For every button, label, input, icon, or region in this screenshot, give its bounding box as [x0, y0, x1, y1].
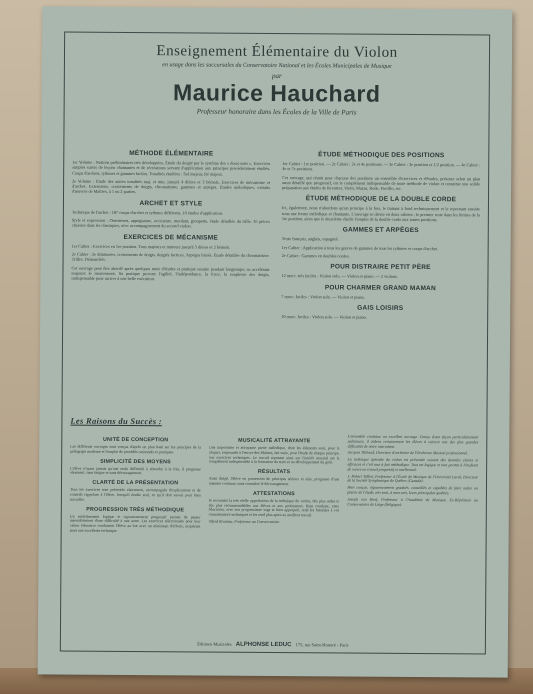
right-column — [280, 146, 480, 417]
section-heading: ÉTUDE MÉTHODIQUE DE LA DOUBLE CORDE — [305, 195, 457, 204]
raison-text: Un enchaînement logique et rigoureusement progressif permet de passer insensiblement d'une difficulté à une autre. Les exercices sélectionnés pour leur valeur éducative conduisent l'élève au but avec un minimum d'efforts, acquérant ainsi une excellente technique. — [69, 514, 201, 533]
section-heading: POUR CHARMER GRAND MAMAN — [324, 283, 436, 292]
section-paragraph: 2e Cahier : Gammes en doubles cordes. — [281, 253, 350, 259]
publisher-name: ALPHONSE LEDUC — [235, 641, 292, 649]
raison-text: La technique spéciale du violon est présentée suivant des données claires et efficaces et c'est tout à fait méthodique. Tout est logique et tout permet à l'étudiant de suivre un travail progressif et intellectuel. — [347, 457, 479, 472]
section-paragraph: 10 morc. faciles : Violon solo. — Violon et piano. — [281, 313, 367, 320]
raison-heading: UNITÉ DE CONCEPTION — [102, 436, 169, 444]
document-sheet — [38, 6, 513, 677]
raison-heading: PROGRESSION TRÈS MÉTHODIQUE — [86, 506, 185, 513]
author-profession: Professeur honoraire dans les Écoles de la Ville de Paris — [196, 107, 357, 117]
raison-text: Les différents ouvrages sont conçus d'après un plan basé sur les principes de la pédagogie moderne et l'emploi de procédés rationnels et pratiques. — [70, 444, 201, 455]
raison-text: L'élève n'ayant jamais qu'une seule difficulté à résoudre à la fois, il progresse sûrement, sans fatigue et sans découragement. — [70, 466, 201, 476]
section-paragraph: Cet ouvrage, qui réunit pour chacune des positions un ensemble d'exercices et d'études, présente selon un plan aussi détaillé que progressif, est le complément indispensable de toute méthode de violon et constitue une solide préparation aux études de Kreutzer, Viotti, Mazas, Rode, Fiorillo, etc. — [282, 174, 481, 192]
section-paragraph: Texte français, anglais, espagnol. — [281, 236, 339, 242]
raison-text: Jacques Thibaud, Directeur d'orchestre de l'Orchestre Musical professionnel. — [347, 450, 469, 456]
raison-text: J. Robert Talbot, Professeur à l'École de Musique de l'Université Laval, Directeur de la Société Symphonique de Québec (Canada). — [347, 474, 479, 484]
section-paragraph: Cet ouvrage peut être abordé après quelques mois d'études et pratiqué ensuite pendant longtemps; en accélérant toujours le mouvement. Sa pratique procure l'agilité, l'indépendance, la force, la souplesse des doigts, indispensable pour arriver à une belle exécution. — [71, 265, 270, 282]
raison-heading: MUSICALITÉ ATTRAYANTE — [238, 437, 311, 445]
page-frame — [60, 32, 490, 655]
raison-text: L'ensemble constitue un excellent ouvrage. Conçu d'une façon particulièrement judicieuse, il aidera certainement les élèves à vaincre une des plus grandes difficultés de notre instrument. — [347, 434, 479, 449]
section-paragraph: 2e Cahier : 2e diminuées, croisements de doigts, doigtés factices. Arpèges brisés. Étude détaillée du chromatisme. Trilles. Démanchés. — [71, 251, 270, 263]
left-column — [70, 145, 270, 416]
raison-text: Je reconnais la très réelle approbation de la technique du violon, des plus utiles et des plus recommandables aux élèves et aux professeurs. Bien conduite, cette éducation, avec son progressisme sage et bien approprié, rend les bienfaits à vos connaissances techniques et les rend plus aptes au meilleur travail. — [208, 498, 340, 518]
section-paragraph: Ici, également, nous n'abordons qu'un principe à la fois, le traitant à fond techniquement et le reprenant ensuite sous une forme mélodique et chantante. L'ouvrage se divise en deux cahiers : le premier reste dans les limites de la 1re position, alors que le deuxième étudie l'emploi de la double corde aux autres positions. — [281, 205, 480, 223]
section-paragraph: 1er Cahier : 1re position. — 2e Cahier : 2e et 4e positions. — 3e Cahier : 3e position et 1/2 position. — 4e Cahier : 4e et 7e positions. — [282, 161, 481, 172]
raison-text: Une importante et attrayante partie mélodique, dont les éléments sont, pour la plupart, empruntés à l'œuvre des Maîtres, fait suite, pour l'étude de chaque principe, aux exercices techniques. Le travail reposant ainsi sur l'intérêt musical est le complément indispensable à la formation du style et au développement du goût. — [208, 445, 340, 465]
section-paragraph: Technique de l'archet : 187 coups d'archet et rythmes différents, 10 études d'application. — [71, 209, 224, 216]
section-heading: GAMMES ET ARPÈGES — [342, 226, 419, 235]
publisher-address: 175, rue Saint-Honoré - Paris — [295, 642, 349, 648]
section-paragraph: 7 morc. faciles : Violon solo. — Violon et piano. — [281, 293, 365, 300]
section-heading: ARCHET ET STYLE — [139, 199, 203, 208]
raison-heading: ATTESTATIONS — [252, 490, 295, 497]
raisons-column-1 — [69, 433, 201, 634]
raisons-column-2 — [208, 434, 340, 635]
section-heading: POUR DISTRAIRE PETIT PÈRE — [330, 263, 431, 272]
par-label: par — [271, 71, 282, 81]
section-paragraph: Style et expression : Ornements, appogiature, accicature, mordant, groupetto, étude détaillée du trille. 35 pièces choisies dans les classiques, avec accompagnement du second violon. — [71, 217, 270, 229]
footer-prefix: Éditions Musicales — [197, 641, 232, 647]
raison-text: Joseph van Hoof, Professeur à l'Académie de Musique, Ex-Répétiteur au Conservatoire de Liège (Belgique). — [347, 497, 478, 507]
section-paragraph: 1er Cahier : Application à tous les genres de gammes de tous les rythmes et coups d'archet. — [281, 244, 438, 251]
section-heading: ÉTUDE MÉTHODIQUE DES POSITIONS — [318, 151, 445, 160]
page-subtitle: en usage dans les succursales du Conservatoire National et les Écoles Municipales de Musique — [162, 62, 392, 70]
raison-text: Ainsi dirigé, l'élève en possession de principes sérieux et sûrs, progresse d'une manière continue, sans connaître le découragement. — [208, 476, 340, 487]
raison-heading: CLARTÉ DE LA PRÉSENTATION — [92, 479, 179, 487]
section-paragraph: 1er Cahier : Exercices en 1re position. Tons majeurs et mineurs jusqu'à 3 dièses et 2 bémols. — [71, 243, 231, 250]
section-paragraph: 12 morc. très faciles : Violon solo. — Violon et piano. — 2 violons. — [281, 273, 398, 280]
page-title: Enseignement Élémentaire du Violon — [156, 43, 398, 61]
catalog-columns — [70, 145, 480, 418]
raison-text: Alfred Bruneau, Professeur au Conservatoire. — [208, 519, 280, 525]
section-paragraph: 2e Volume : Étude des autres tonalités maj. et min. jusqu'à 4 dièses et 3 bémols. Exercices de mécanisme et d'archet. Extensions, croisements de doigts, chromatisme, gammes et arpèges. Études mélodiques, extraits d'œuvres de Maîtres, à 1 ou 2 parties. — [72, 178, 271, 195]
raison-heading: RÉSULTATS — [257, 469, 291, 476]
raisons-columns — [69, 433, 478, 636]
section-heading: MÉTHODE ÉLÉMENTAIRE — [129, 149, 214, 158]
raisons-column-3 — [346, 435, 478, 636]
author-name: Maurice Hauchard — [172, 79, 381, 107]
section-paragraph: 1er Volume : Notions préliminaires très développées. Étude du doigté par le système des « doux-sons ». Exercices simples suivis de leçons chantantes et de récréations servant d'application aux principes précédemment étudiés. Coups d'archets, rythmes et gammes faciles. Tonalités étudiées : Sol majeur, Ré majeur. — [72, 159, 271, 177]
raison-heading: SIMPLICITÉ DES MOYENS — [100, 458, 171, 465]
header — [65, 43, 489, 118]
section-heading: GAIS LOISIRS — [357, 304, 404, 312]
raison-text: Bien conçus, rigoureusement gradués, conseillés et capables de faire naître un plaisir de l'étude, tels sont, à mon avis, leurs principales qualités. — [347, 485, 479, 496]
raison-text: Tous les exercices sont présentés clairement, accompagnés d'explications et de conseils rappelant à l'élève, lorsqu'il étudie seul, ce qu'il doit savoir pour bien travailler. — [69, 487, 201, 502]
publisher-footer — [61, 641, 485, 650]
raisons-title: Les Raisons du Succès : — [70, 415, 162, 427]
section-heading: EXERCICES DE MÉCANISME — [123, 233, 218, 242]
